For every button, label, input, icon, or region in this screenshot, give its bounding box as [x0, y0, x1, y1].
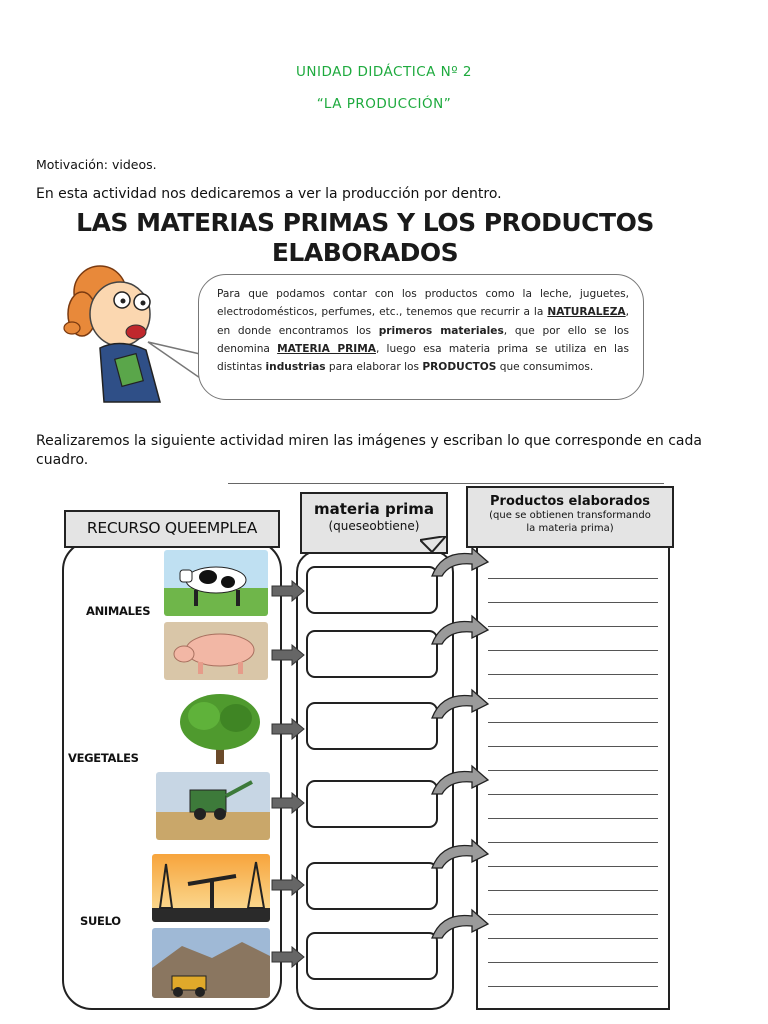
arrow-right-icon: [270, 946, 308, 968]
writing-line[interactable]: [488, 746, 658, 747]
writing-line[interactable]: [488, 986, 658, 987]
bubble-text-1: Para que podamos contar con los productos como la leche, juguetes, electrodomésticos, perfumes, etc., tenemos que recurrir a la: [217, 288, 629, 319]
products-title: Productos elaborados: [490, 494, 650, 509]
writing-line[interactable]: [488, 938, 658, 939]
raw-material-answer-box[interactable]: [306, 630, 438, 678]
writing-line[interactable]: [488, 842, 658, 843]
writing-line[interactable]: [488, 698, 658, 699]
writing-line[interactable]: [488, 962, 658, 963]
intro-text: En esta actividad nos dedicaremos a ver la producción por dentro.: [36, 186, 502, 202]
cow-image: [164, 550, 268, 616]
bubble-text-6: que consumimos.: [499, 361, 594, 374]
curved-arrow-icon: [428, 764, 492, 798]
explanation-bubble: [198, 274, 644, 400]
harvester-image: [156, 772, 270, 840]
raw-material-answer-box[interactable]: [306, 566, 438, 614]
bubble-text-3: , que por ello se los denomina: [217, 324, 629, 355]
writing-line[interactable]: [488, 626, 658, 627]
curved-arrow-icon: [428, 838, 492, 872]
raw-material-answer-box[interactable]: [306, 862, 438, 910]
curved-arrow-icon: [428, 908, 492, 942]
writing-line[interactable]: [488, 650, 658, 651]
bubble-text-5: para elaborar los: [328, 361, 420, 374]
writing-line[interactable]: [488, 770, 658, 771]
category-animales: ANIMALES: [86, 604, 151, 618]
writing-line[interactable]: [488, 722, 658, 723]
oil-pumps-image: [152, 854, 270, 922]
unit-title: UNIDAD DIDÁCTICA Nº 2: [295, 64, 473, 80]
raw-material-answer-box[interactable]: [306, 780, 438, 828]
bubble-text-4: , luego esa materia prima se utiliza en las distintas: [217, 342, 629, 374]
writing-line[interactable]: [488, 578, 658, 579]
curved-arrow-icon: [428, 546, 492, 580]
bubble-materia-prima: MATERIA PRIMA: [277, 342, 376, 355]
writing-line[interactable]: [488, 794, 658, 795]
writing-line[interactable]: [488, 602, 658, 603]
arrow-right-icon: [270, 792, 308, 814]
pig-image: [164, 622, 268, 680]
writing-line[interactable]: [488, 818, 658, 819]
raw-material-subtitle: (queseobtiene): [328, 519, 420, 533]
activity-instructions: Realizaremos la siguiente actividad miren las imágenes y escriban lo que corresponde en cada cuadro.: [36, 433, 702, 468]
banner-title: [40, 208, 690, 268]
unit-subtitle: “LA PRODUCCIÓN”: [316, 96, 452, 112]
bubble-text-2: , en donde encontramos los: [217, 306, 629, 337]
bubble-naturaleza: NATURALEZA: [547, 306, 626, 319]
writing-line[interactable]: [488, 674, 658, 675]
banner-title-line2: ELABORADOS: [271, 238, 459, 267]
raw-material-answer-box[interactable]: [306, 702, 438, 750]
products-column: [476, 538, 670, 1010]
bubble-primeros: primeros materiales: [378, 324, 504, 337]
arrow-right-icon: [270, 644, 308, 666]
mine-image: [152, 928, 270, 998]
bubble-industrias: industrias: [265, 361, 326, 374]
arrow-right-icon: [270, 718, 308, 740]
resources-header: RECURSO QUEEMPLEA: [64, 510, 280, 548]
category-suelo: SUELO: [80, 914, 121, 928]
tree-image: [170, 688, 270, 768]
raw-material-title: materia prima: [313, 500, 434, 518]
raw-material-answer-box[interactable]: [306, 932, 438, 980]
category-vegetales: VEGETALES: [68, 751, 139, 765]
products-header: [466, 486, 674, 548]
teacher-illustration: [60, 262, 210, 404]
writing-line[interactable]: [488, 890, 658, 891]
divider: [228, 483, 664, 484]
bubble-productos: PRODUCTOS: [422, 361, 497, 374]
banner-title-line1: LAS MATERIAS PRIMAS Y LOS PRODUCTOS: [76, 208, 654, 237]
products-subtitle-1: (que se obtienen transformando: [489, 510, 651, 521]
curved-arrow-icon: [428, 688, 492, 722]
writing-line[interactable]: [488, 914, 658, 915]
writing-line[interactable]: [488, 866, 658, 867]
arrow-right-icon: [270, 580, 308, 602]
products-subtitle-2: la materia prima): [526, 523, 614, 534]
arrow-right-icon: [270, 874, 308, 896]
motivation-text: Motivación: videos.: [36, 157, 157, 172]
curved-arrow-icon: [428, 614, 492, 648]
